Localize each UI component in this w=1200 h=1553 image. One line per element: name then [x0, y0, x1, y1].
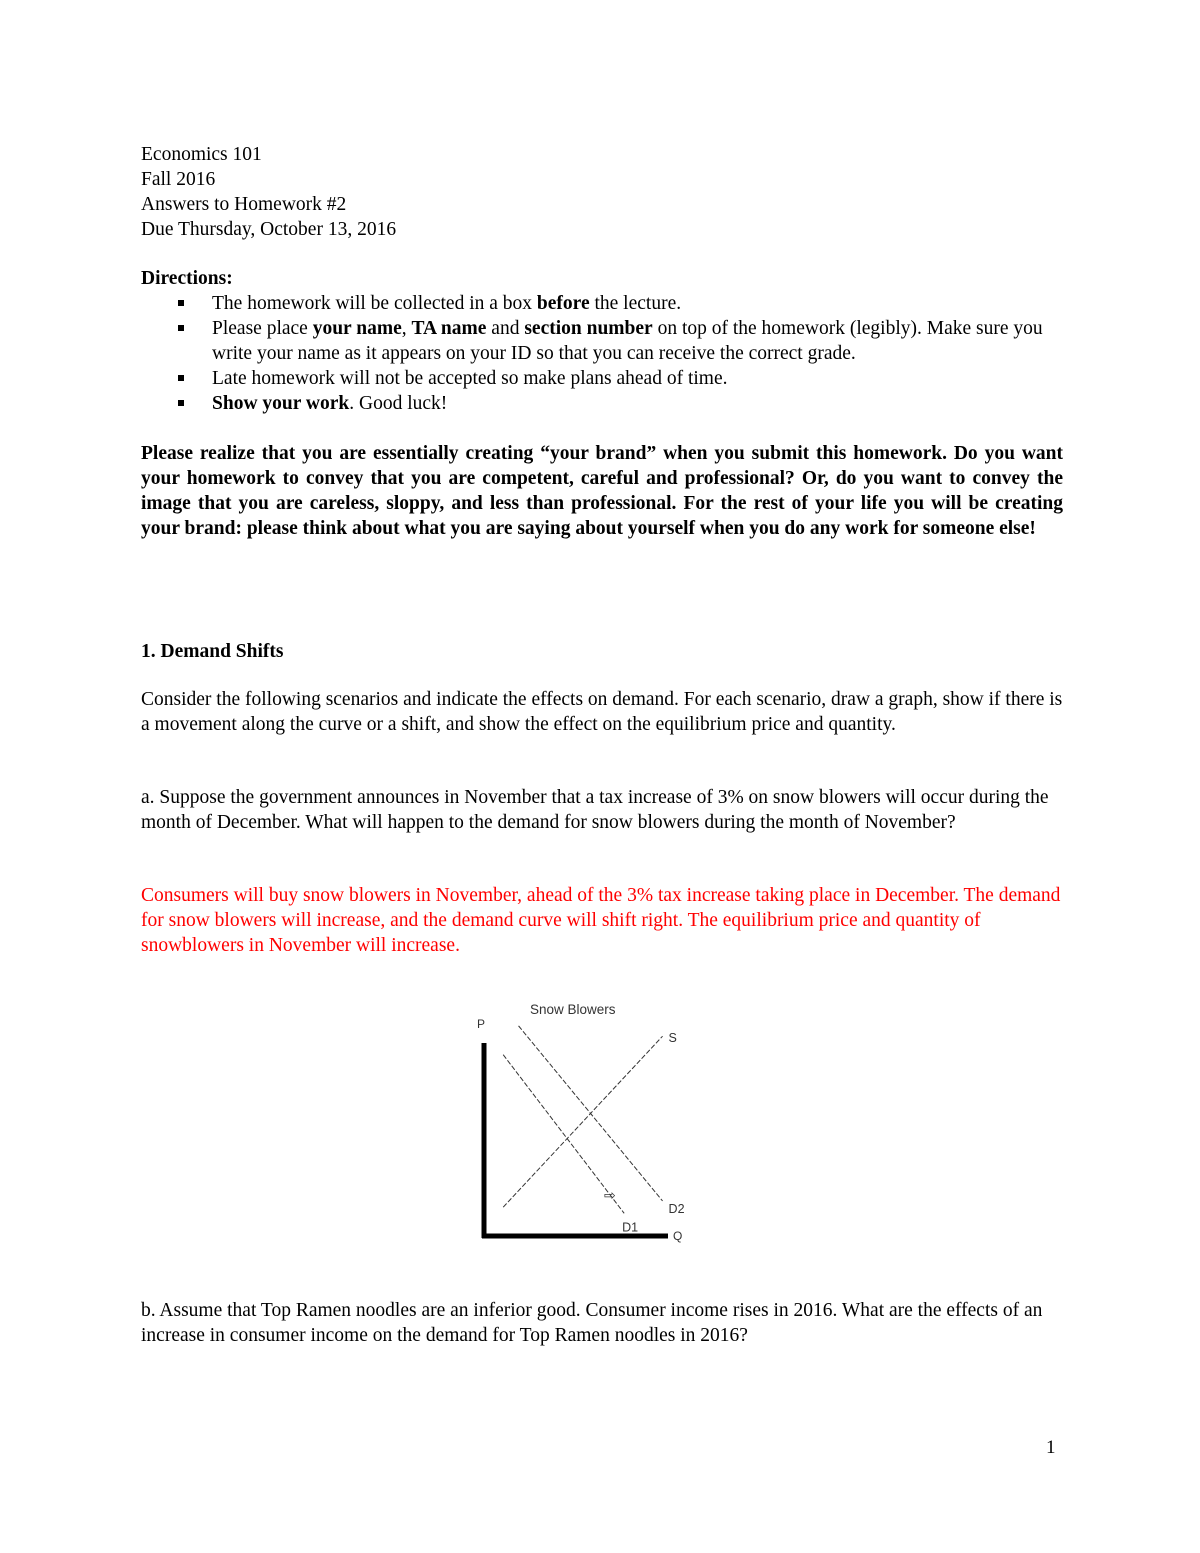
- directions-section: [141, 266, 1081, 416]
- bold-run: TA name: [411, 318, 487, 339]
- curve-label-d1: D1: [622, 1220, 639, 1235]
- curve-label-d2: D2: [668, 1201, 685, 1216]
- question-a: a. Suppose the government announces in November that a tax increase of 3% on snow blowers will occur during the month of December. What will happen to the demand for snow blowers during the month of November?: [141, 787, 1049, 833]
- directions-item: [141, 291, 1081, 316]
- curve-d2: [519, 1026, 663, 1201]
- text-run: The homework will be collected in a box: [212, 293, 537, 314]
- y-axis-label: P: [477, 1017, 486, 1031]
- curve-label-s: S: [668, 1031, 677, 1046]
- question-b: b. Assume that Top Ramen noodles are an inferior good. Consumer income rises in 2016. What are the effects of an increase in consumer income on the demand for Top Ramen noodles in 2016?: [141, 1300, 1043, 1346]
- snow-blowers-chart: [470, 995, 710, 1250]
- chart-series-group: [503, 1026, 684, 1234]
- section-heading: 1. Demand Shifts: [141, 641, 284, 662]
- chart-title: Snow Blowers: [530, 1002, 616, 1017]
- directions-list: [141, 291, 1081, 416]
- document-header: [141, 142, 1041, 242]
- shift-arrow: ⇨: [604, 1187, 616, 1203]
- section-intro: Consider the following scenarios and indicate the effects on demand. For each scenario, draw a graph, show if there is a movement along the curve or a shift, and show the effect on the equilibrium price and quantity.: [141, 689, 1063, 735]
- text-run: ,: [401, 318, 412, 339]
- directions-item: [141, 316, 1081, 366]
- text-run: . Good luck!: [349, 393, 448, 414]
- text-run: on top of the homework (legibly). Make sure you write your name as it appears on your ID so that you can receive the correct grade.: [212, 318, 1043, 364]
- brand-statement: Please realize that you are essentially creating “your brand” when you submit this homework. Do you want your homework to convey that you are competent, careful and professional? Or, do you want to convey the image that you are careless, sloppy, and less than professional. For the rest of your life you will be creating your brand: please think about what you are saying about yourself when you do any work for someone else!: [141, 443, 1063, 539]
- directions-title: Directions:: [141, 268, 233, 289]
- page-number: 1: [1046, 1437, 1056, 1458]
- bold-run: your name: [312, 318, 402, 339]
- bold-run: before: [536, 293, 590, 314]
- text-run: the lecture.: [589, 293, 682, 314]
- term: Fall 2016: [141, 169, 216, 190]
- bold-run: Show your work: [212, 393, 350, 414]
- directions-item: [141, 391, 1081, 416]
- x-axis-label: Q: [673, 1229, 683, 1243]
- course-name: Economics 101: [141, 144, 262, 165]
- answer-a: Consumers will buy snow blowers in November, ahead of the 3% tax increase taking place in December. The demand for snow blowers will increase, and the demand curve will shift right. The equilibrium price and quantity of snowblowers in November will increase.: [141, 885, 1061, 956]
- document-title: Answers to Homework #2: [141, 194, 347, 215]
- bold-run: section number: [524, 318, 653, 339]
- curve-s: [503, 1036, 662, 1207]
- directions-item: Late homework will not be accepted so make plans ahead of time.: [141, 366, 1081, 391]
- text-run: and: [486, 318, 525, 339]
- text-run: Please place: [212, 318, 313, 339]
- due-date: Due Thursday, October 13, 2016: [141, 219, 397, 240]
